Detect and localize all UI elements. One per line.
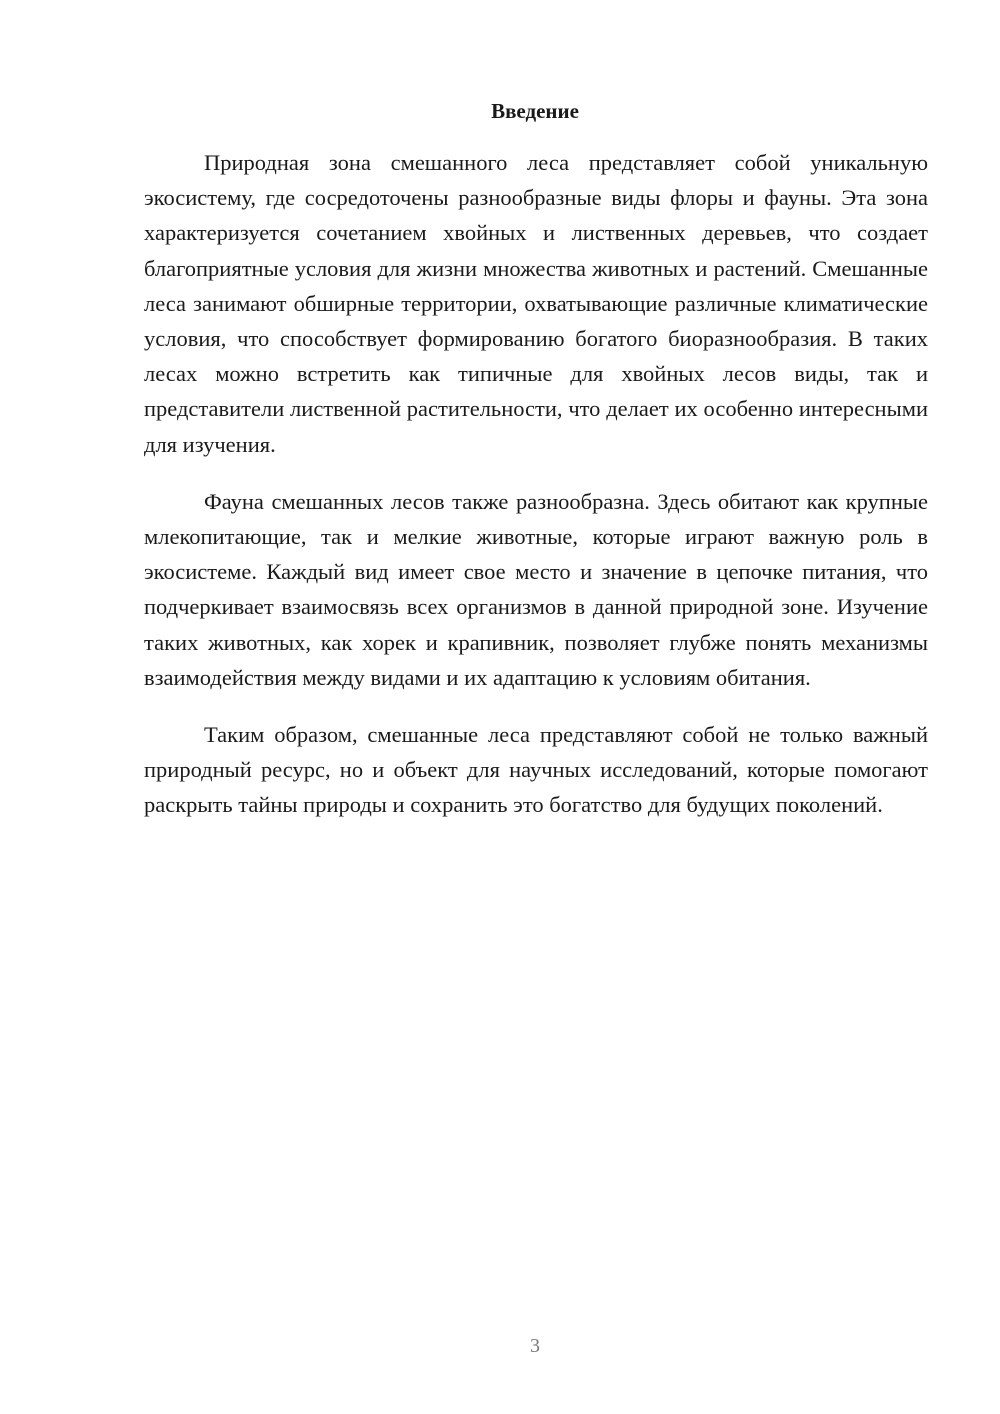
page-title: Введение <box>491 99 579 123</box>
page-number: 3 <box>530 1335 540 1357</box>
paragraph-fauna: Фауна смешанных лесов также разнообразна. Здесь обитают как крупные млекопитающие, так и мелкие животные, которые играют важную роль в экосистеме. Каждый вид имеет свое место и значение в цепочке питания, что подчеркивает взаимосвязь всех организмов в данной природной зоне. Изучение таких животных, как хорек и крапивник, позволяет глубже понять механизмы взаимодействия между видами и их адаптацию к условиям обитания. <box>144 488 928 690</box>
body-text <box>144 145 928 845</box>
paragraph-intro: Природная зона смешанного леса представляет собой уникальную экосистему, где сосредоточены разнообразные виды флоры и фауны. Эта зона характеризуется сочетанием хвойных и лиственных деревьев, что создает благоприятные условия для жизни множества животных и растений. Смешанные леса занимают обширные территории, охватывающие различные климатические условия, что способствует формированию богатого биоразнообразия. В таких лесах можно встретить как типичные для хвойных лесов виды, так и представители лиственной растительности, что делает их особенно интересными для изучения. <box>144 150 928 457</box>
paragraph-conclusion: Таким образом, смешанные леса представляют собой не только важный природный ресурс, но и объект для научных исследований, которые помогают раскрыть тайны природы и сохранить это богатство для будущих поколений. <box>144 722 928 818</box>
